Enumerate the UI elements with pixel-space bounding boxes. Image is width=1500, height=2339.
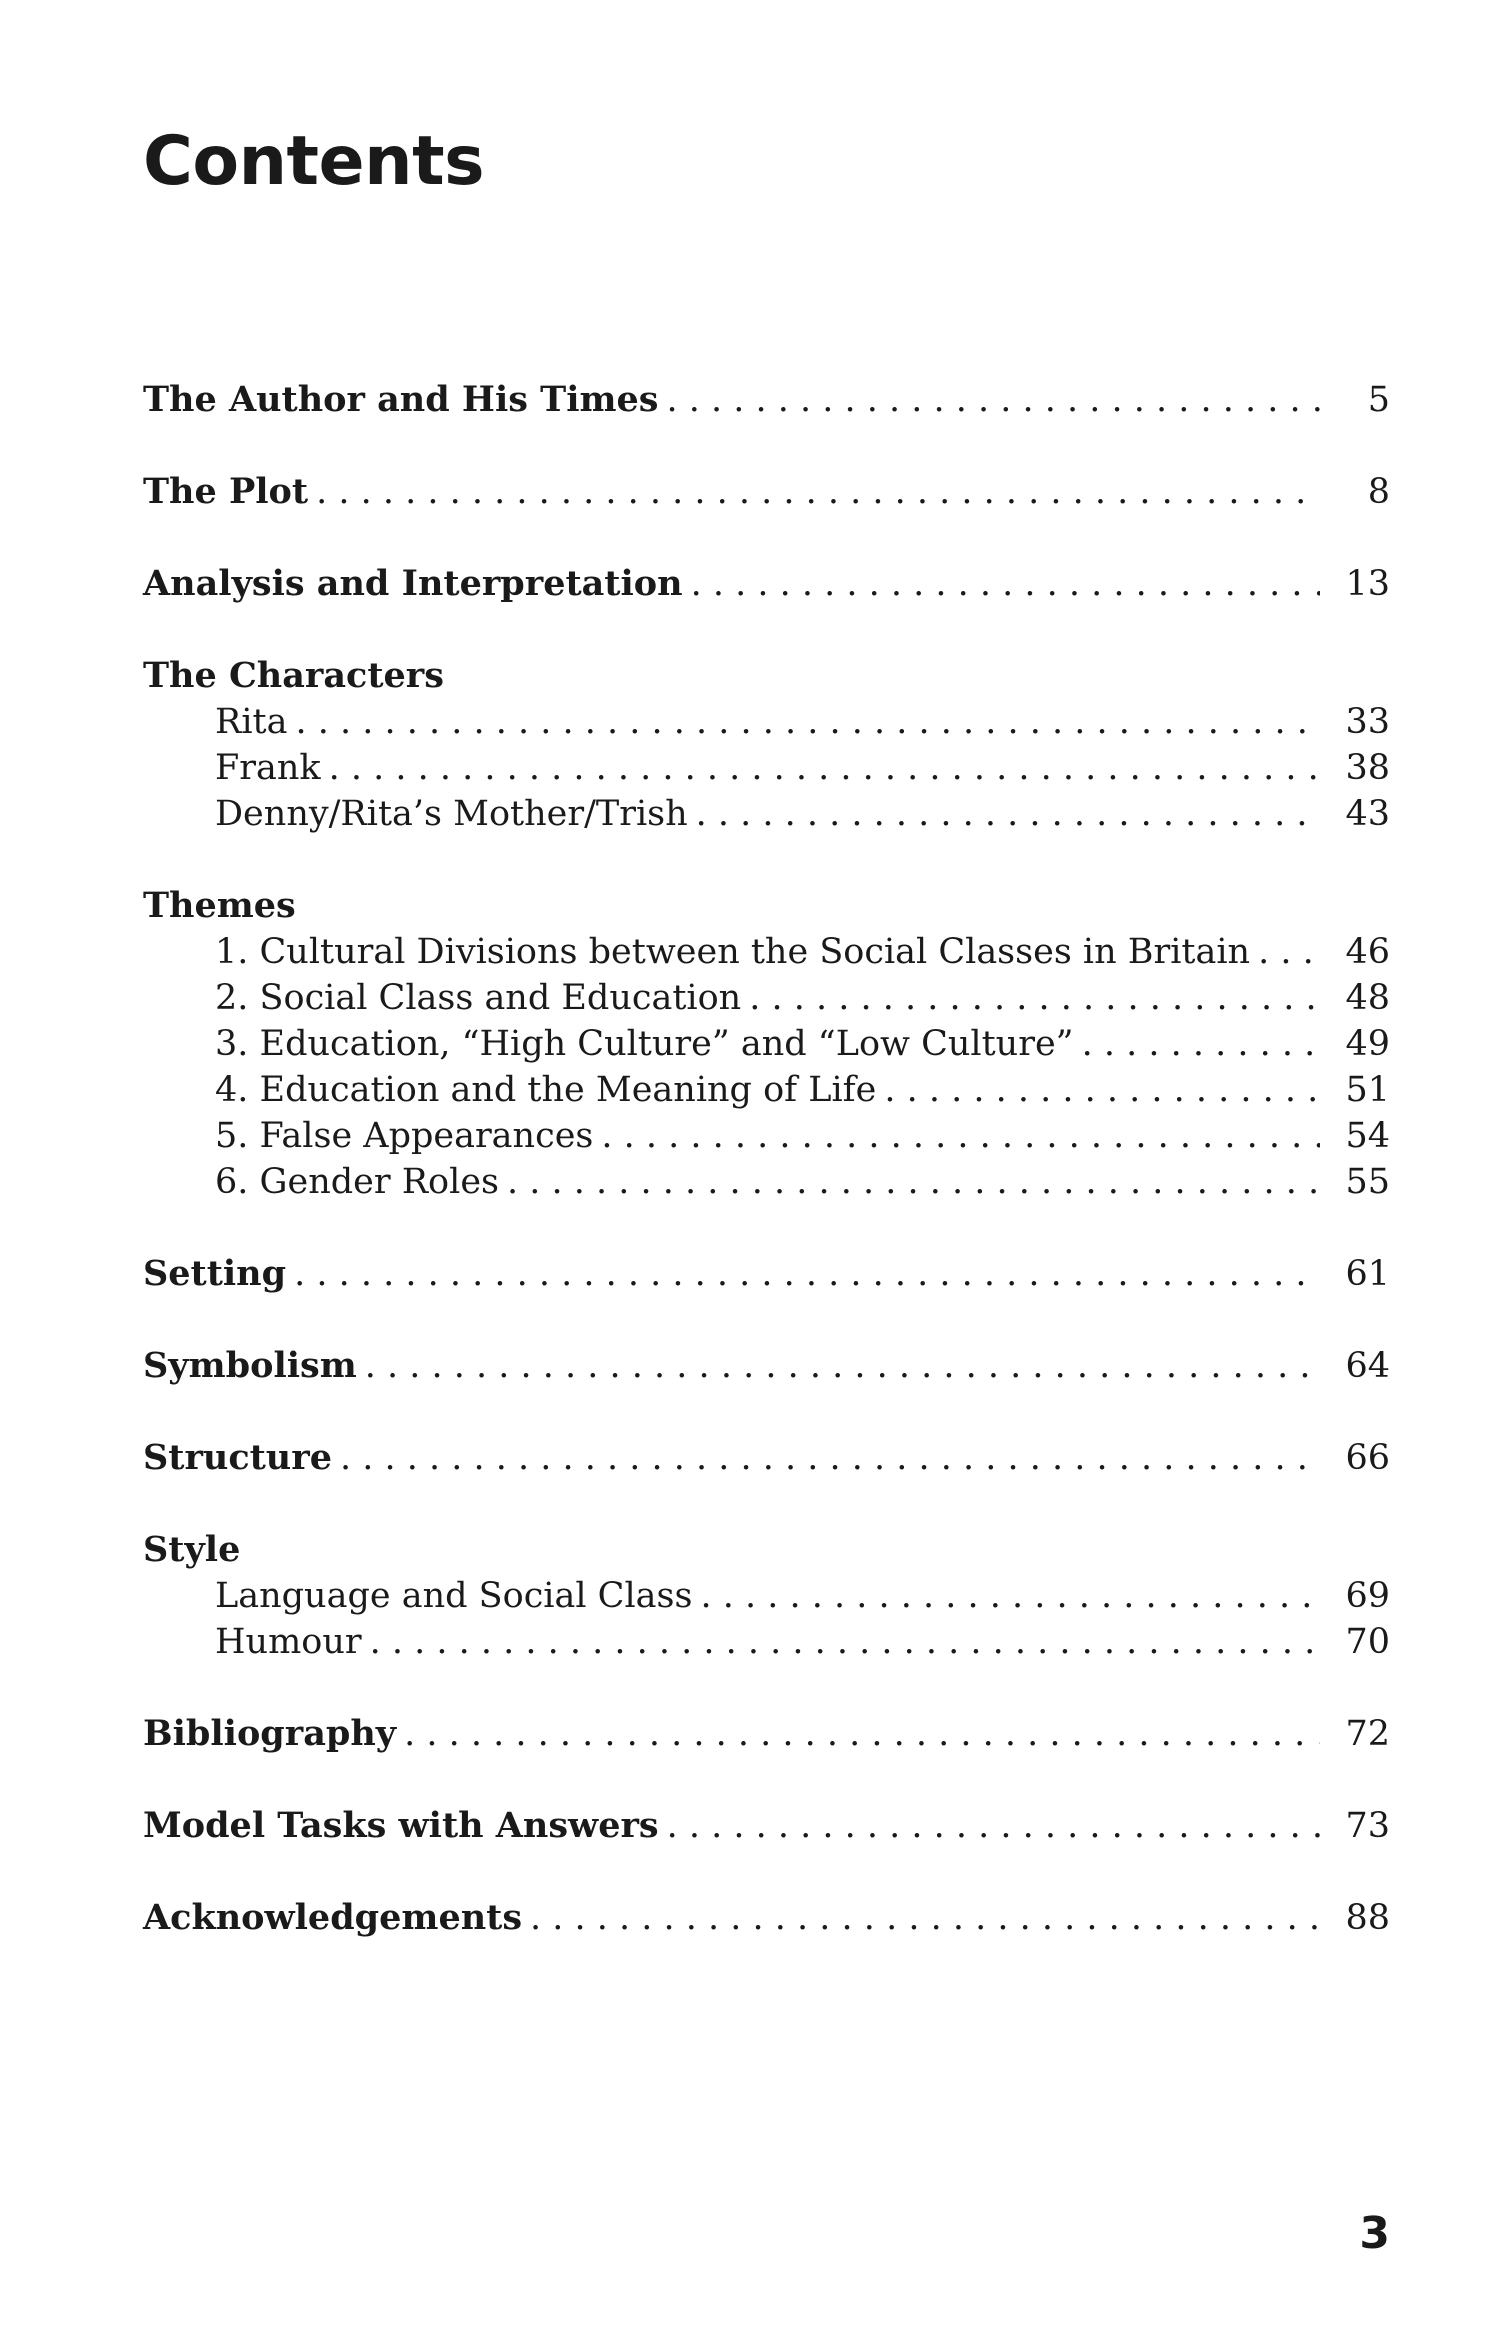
toc-page-number: 55 [1345,1162,1390,1202]
toc-entry[interactable] [143,1343,1390,1389]
toc-entry-label: 2. Social Class and Education [215,978,742,1018]
dot-leader [667,377,1320,423]
dot-leader [329,745,1320,791]
page-title: Contents [143,122,485,201]
toc-page-number: 73 [1345,1806,1390,1846]
toc-group-themes [143,883,1390,1205]
dot-leader [749,975,1320,1021]
dot-leader [404,1711,1320,1757]
toc-subentry[interactable] [143,1573,1390,1619]
toc-entry[interactable] [143,1251,1390,1297]
toc-page-number: 66 [1345,1438,1390,1478]
toc-entry[interactable] [143,1895,1390,1941]
toc-entry[interactable] [143,469,1390,515]
toc-entry-author [143,377,1390,423]
dot-leader [667,1803,1320,1849]
toc-subentry[interactable] [143,929,1390,975]
toc-entry[interactable] [143,1803,1390,1849]
toc-group-style [143,1527,1390,1665]
dot-leader [884,1067,1320,1113]
dot-leader [340,1435,1320,1481]
toc-subentry[interactable] [143,975,1390,1021]
dot-leader [365,1343,1320,1389]
toc-subentry[interactable] [143,791,1390,837]
toc-group-title: Themes [143,885,296,926]
toc-entry-label: Language and Social Class [215,1576,693,1616]
toc-page-number: 54 [1345,1116,1390,1156]
dot-leader [507,1159,1320,1205]
toc-entry-label: Acknowledgements [143,1897,523,1938]
toc-page-number: 46 [1345,932,1390,972]
toc-entry-label: Model Tasks with Answers [143,1805,659,1846]
toc-group-characters [143,653,1390,837]
dot-leader [316,469,1320,515]
toc-entry[interactable] [143,1435,1390,1481]
toc-entry-label: 4. Education and the Meaning of Life [215,1070,877,1110]
toc-subentry[interactable] [143,1021,1390,1067]
toc-entry-symbolism [143,1343,1390,1389]
toc-entry-label: The Author and His Times [143,379,659,420]
toc-entry-plot [143,469,1390,515]
toc-entry-label: Denny/Rita’s Mother/Trish [215,794,688,834]
toc-page-number: 69 [1345,1576,1390,1616]
toc-subentry[interactable] [143,1619,1390,1665]
toc-entry-structure [143,1435,1390,1481]
toc-entry-bibliography [143,1711,1390,1757]
toc-entry[interactable] [143,377,1390,423]
toc-page-number: 49 [1345,1024,1390,1064]
toc-entry-label: Structure [143,1437,332,1478]
toc-entry-label: Symbolism [143,1345,357,1386]
toc-page-number: 33 [1345,702,1390,742]
toc-page-number: 38 [1345,748,1390,788]
toc-subentry[interactable] [143,1067,1390,1113]
toc-entry[interactable] [143,1711,1390,1757]
dot-leader [1082,1021,1320,1067]
toc-group-title: The Characters [143,655,444,696]
toc-page-number: 8 [1367,472,1390,512]
toc-entry-label: Analysis and Interpretation [143,563,683,604]
toc-entry-label: The Plot [143,471,309,512]
toc-entry-label: 1. Cultural Divisions between the Social Classes in Britain [215,932,1251,972]
toc-entry-label: 5. False Appearances [215,1116,594,1156]
toc-entry-label: 3. Education, “High Culture” and “Low Culture” [215,1024,1074,1064]
dot-leader [294,1251,1320,1297]
toc-page-number: 5 [1367,380,1390,420]
toc-page-number: 43 [1345,794,1390,834]
toc-entry-label: 6. Gender Roles [215,1162,499,1202]
toc-subentry[interactable] [143,699,1390,745]
dot-leader [370,1619,1320,1665]
dot-leader [530,1895,1320,1941]
toc-subentry[interactable] [143,1159,1390,1205]
toc-entry-label: Bibliography [143,1713,397,1754]
toc-entry-label: Setting [143,1253,287,1294]
toc-entry-label: Frank [215,748,321,788]
toc-page-number: 13 [1345,564,1390,604]
table-of-contents [143,377,1390,1987]
toc-entry-setting [143,1251,1390,1297]
toc-page-number: 48 [1345,978,1390,1018]
toc-subentry[interactable] [143,745,1390,791]
toc-entry-label: Rita [215,702,288,742]
toc-subentry[interactable] [143,1113,1390,1159]
toc-page-number: 88 [1345,1898,1390,1938]
toc-page-number: 70 [1345,1622,1390,1662]
toc-entry-analysis [143,561,1390,607]
dot-leader [696,791,1320,837]
toc-page-number: 61 [1345,1254,1390,1294]
toc-group-title: Style [143,1529,241,1570]
toc-page-number: 51 [1345,1070,1390,1110]
dot-leader [700,1573,1320,1619]
dot-leader [691,561,1320,607]
toc-page-number: 72 [1345,1714,1390,1754]
toc-entry-label: Humour [215,1622,362,1662]
dot-leader [601,1113,1320,1159]
dot-leader [1258,929,1320,975]
dot-leader [295,699,1320,745]
toc-entry-acknowledgements [143,1895,1390,1941]
toc-entry-model-tasks [143,1803,1390,1849]
toc-page-number: 64 [1345,1346,1390,1386]
toc-entry[interactable] [143,561,1390,607]
page-number: 3 [1359,2208,1390,2259]
